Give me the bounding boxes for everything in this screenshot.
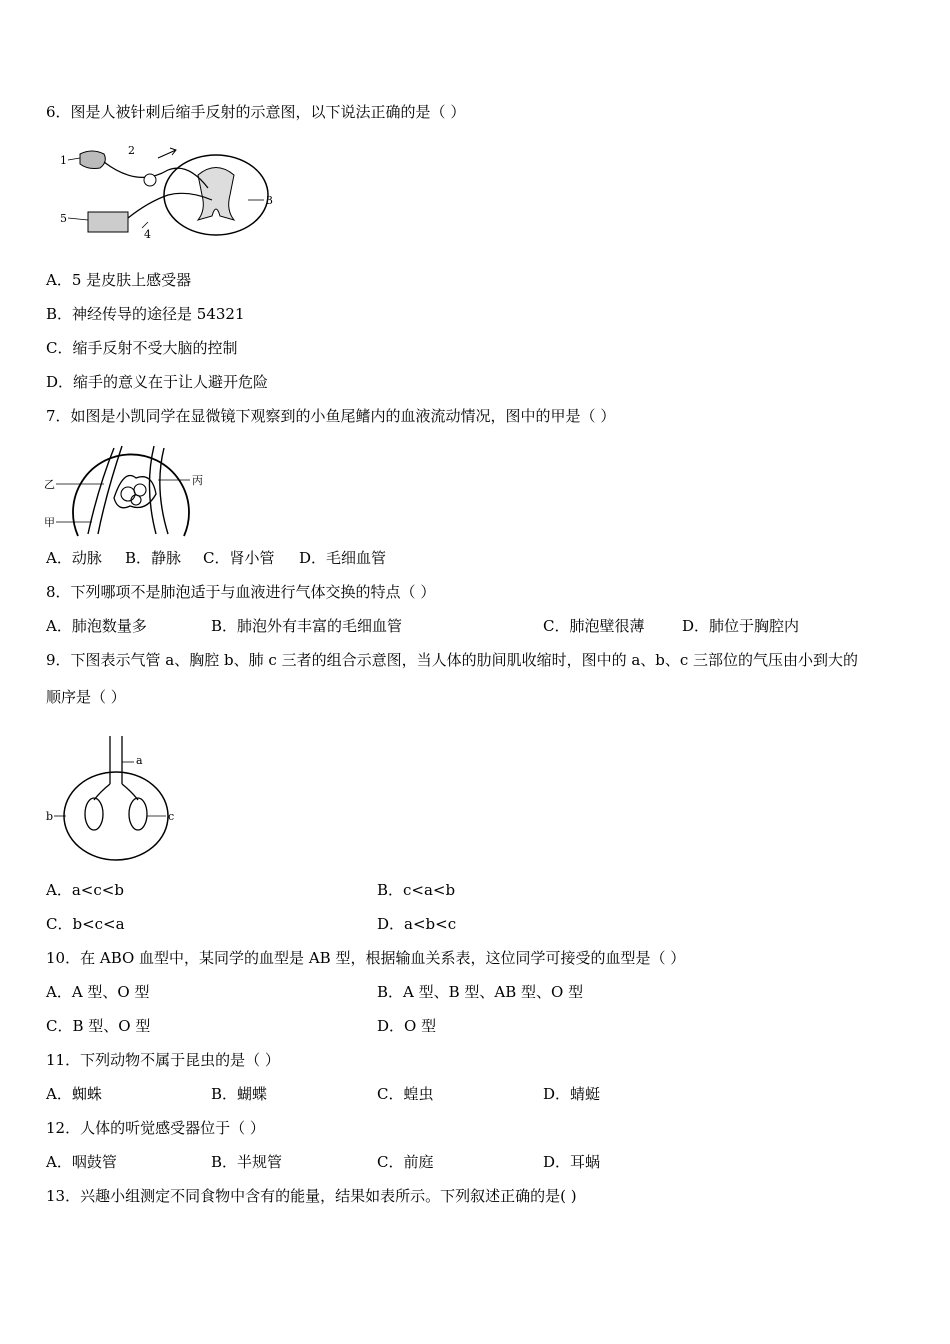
question-9-option-d: D．a<b<c (377, 915, 457, 933)
question-7-option-d: D．毛细血管 (299, 549, 387, 567)
question-10-option-c: C．B 型、O 型 (46, 1017, 151, 1035)
question-6-option-b: B．神经传导的途径是 54321 (46, 305, 245, 323)
question-7-option-c: C．肾小管 (203, 549, 275, 567)
fig6-label-5: 5 (60, 212, 67, 225)
question-9-stem-line-2: 顺序是（ ） (46, 688, 126, 706)
question-12-option-c: C．前庭 (377, 1153, 434, 1171)
question-10-option-b: B．A 型、B 型、AB 型、O 型 (377, 983, 584, 1001)
question-12-option-b: B．半规管 (211, 1153, 283, 1171)
question-11-option-d: D．蜻蜓 (543, 1085, 601, 1103)
question-12-option-d: D．耳蜗 (543, 1153, 601, 1171)
reflex-arc-figure (58, 140, 278, 240)
question-9-option-c: C．b<c<a (46, 915, 125, 933)
question-8-option-d: D．肺位于胸腔内 (682, 617, 800, 635)
fig6-label-1: 1 (60, 154, 67, 167)
question-11-option-a: A．蜘蛛 (46, 1085, 102, 1103)
question-9-option-b: B．c<a<b (377, 881, 456, 899)
fig7-label-yi: 乙 (44, 478, 55, 491)
fig6-label-2: 2 (128, 144, 135, 157)
question-10-option-a: A．A 型、O 型 (46, 983, 150, 1001)
question-8-option-a: A．肺泡数量多 (46, 617, 147, 635)
question-12-stem: 12．人体的听觉感受器位于（ ） (46, 1119, 265, 1137)
fig7-label-jia: 甲 (44, 516, 55, 529)
question-10-option-d: D．O 型 (377, 1017, 437, 1035)
trachea-thorax-lung-figure (44, 734, 194, 864)
question-13-stem: 13．兴趣小组测定不同食物中含有的能量，结果如表所示。下列叙述正确的是( ) (46, 1187, 577, 1205)
question-11-option-c: C．蝗虫 (377, 1085, 434, 1103)
question-6-option-c: C．缩手反射不受大脑的控制 (46, 339, 238, 357)
question-6-option-a: A．5 是皮肤上感受器 (46, 271, 192, 289)
question-11-stem: 11．下列动物不属于昆虫的是（ ） (46, 1051, 280, 1069)
fig6-label-3: 3 (266, 194, 273, 207)
fig6-label-4: 4 (144, 228, 151, 240)
question-8-option-b: B．肺泡外有丰富的毛细血管 (211, 617, 403, 635)
question-10-stem: 10．在 ABO 血型中，某同学的血型是 AB 型，根据输血关系表，这位同学可接受的血型是（ ） (46, 949, 686, 967)
fig7-label-bing: 丙 (192, 474, 203, 487)
question-6-stem: 6．图是人被针刺后缩手反射的示意图，以下说法正确的是（ ） (46, 103, 466, 121)
question-7-stem: 7．如图是小凯同学在显微镜下观察到的小鱼尾鳍内的血液流动情况，图中的甲是（ ） (46, 407, 616, 425)
question-9-stem-line-1: 9．下图表示气管 a、胸腔 b、肺 c 三者的组合示意图，当人体的肋间肌收缩时，图中的 a、b、c 三部位的气压由小到大的 (46, 651, 859, 669)
question-8-option-c: C．肺泡壁很薄 (543, 617, 645, 635)
question-7-option-b: B．静脉 (125, 549, 182, 567)
fig9-label-c: c (168, 810, 175, 823)
question-12-option-a: A．咽鼓管 (46, 1153, 117, 1171)
question-11-option-b: B．蝴蝶 (211, 1085, 268, 1103)
fig9-label-a: a (136, 754, 143, 767)
question-7-option-a: A．动脉 (46, 549, 102, 567)
fig9-label-b: b (46, 810, 54, 823)
question-8-stem: 8．下列哪项不是肺泡适于与血液进行气体交换的特点（ ） (46, 583, 436, 601)
question-9-option-a: A．a<c<b (46, 881, 124, 899)
question-6-option-d: D．缩手的意义在于让人避开危险 (46, 373, 269, 391)
fish-tail-blood-flow-figure (44, 438, 214, 538)
